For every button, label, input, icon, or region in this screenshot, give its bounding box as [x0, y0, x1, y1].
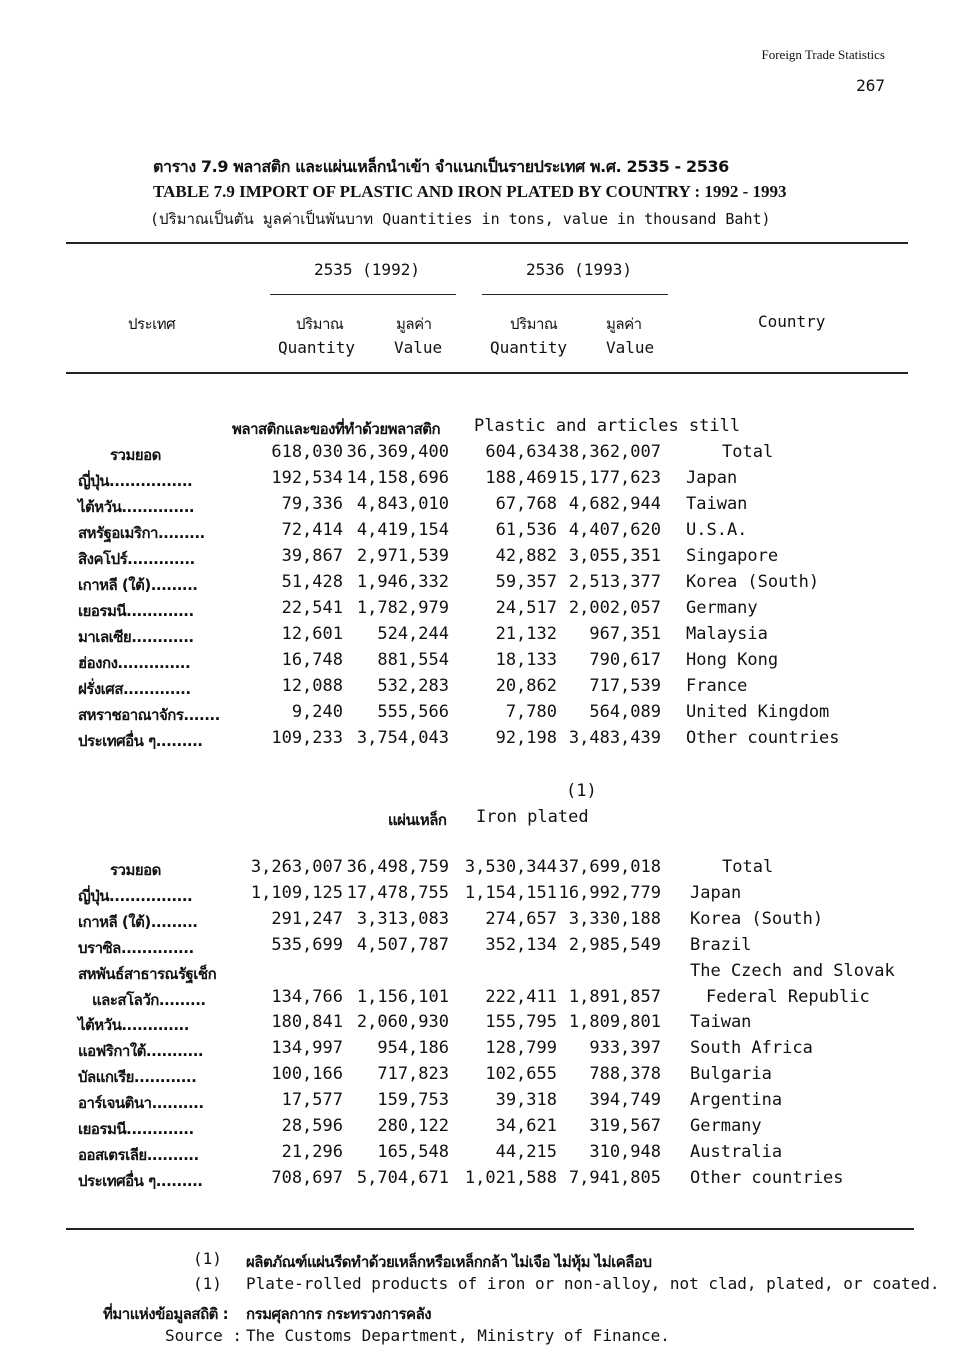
- val-en-header-1993: Value: [606, 338, 655, 357]
- quantity-1992-cell: 109,233: [271, 728, 343, 748]
- quantity-1993-cell: 39,318: [495, 1090, 557, 1111]
- quantity-1993-cell: 59,357: [495, 572, 557, 592]
- country-english-cell: Taiwan: [690, 1012, 752, 1033]
- country-thai-cell: รวมยอด: [110, 861, 161, 879]
- quantity-1992-cell: 180,841: [271, 1012, 343, 1033]
- country-english-cell: Germany: [686, 598, 758, 618]
- footnote-2-english: Plate-rolled products of iron or non-alloy, not clad, plated, or coated.: [246, 1274, 940, 1293]
- section-plastic-title-en: Plastic and articles still: [474, 416, 741, 436]
- value-1992-cell: 717,823: [377, 1064, 449, 1085]
- value-1993-cell: 4,682,944: [568, 494, 661, 514]
- quantity-1993-cell: 188,469: [485, 468, 557, 488]
- table-row: [0, 520, 966, 544]
- value-1992-cell: 3,313,083: [356, 908, 449, 929]
- value-1992-cell: 17,478,755: [346, 882, 449, 903]
- country-english-cell: Other countries: [690, 1167, 844, 1188]
- value-1993-cell: 3,055,351: [568, 546, 661, 566]
- quantity-1992-cell: 51,428: [281, 572, 343, 592]
- year-1992-rule: [270, 294, 456, 295]
- quantity-1992-cell: 291,247: [271, 908, 343, 929]
- quantity-1993-cell: 222,411: [485, 986, 557, 1007]
- table-row: [0, 650, 966, 674]
- country-thai-cell: เกาหลี (ใต้).........: [78, 576, 198, 594]
- quantity-1993-cell: 34,621: [495, 1116, 557, 1136]
- country-thai-cell: ประเทศอื่น ๆ.........: [78, 1171, 203, 1190]
- country-english-cell: France: [686, 676, 748, 696]
- country-thai-cell: ไต้หวัน.............: [78, 1016, 189, 1035]
- year-1993-header: 2536 (1993): [526, 260, 632, 279]
- value-1993-cell: 394,749: [589, 1090, 661, 1111]
- quantity-1992-cell: 134,997: [271, 1038, 343, 1059]
- quantity-1993-cell: 92,198: [495, 728, 557, 748]
- value-1992-cell: 4,507,787: [356, 934, 449, 955]
- country-english-cell: Federal Republic: [706, 986, 870, 1007]
- country-english-cell: Brazil: [690, 934, 752, 955]
- country-thai-cell: ประเทศอื่น ๆ.........: [78, 732, 203, 750]
- quantity-1993-cell: 20,862: [495, 676, 557, 696]
- quantity-1993-cell: 44,215: [495, 1141, 557, 1162]
- value-1992-cell: 14,158,696: [346, 468, 449, 488]
- country-english-cell: Hong Kong: [686, 650, 779, 670]
- quantity-1993-cell: 67,768: [495, 494, 557, 514]
- section-plastic-title-th: พลาสติกและของที่ทำด้วยพลาสติก: [232, 420, 441, 438]
- value-1992-cell: 555,566: [377, 702, 449, 722]
- quantity-1993-cell: 1,154,151: [464, 882, 557, 903]
- quantity-1993-cell: 18,133: [495, 650, 557, 670]
- value-1993-cell: 1,809,801: [568, 1012, 661, 1033]
- table-units-note: (ปริมาณเป็นตัน มูลค่าเป็นพันบาท Quantities in tons, value in thousand Baht): [150, 210, 771, 228]
- value-1992-cell: 2,971,539: [356, 546, 449, 566]
- source-thai: กรมศุลกากร กระทรวงการคลัง: [246, 1305, 432, 1323]
- country-thai-cell: สหราชอาณาจักร.......: [78, 706, 220, 724]
- table-bottom-rule: [66, 1228, 914, 1230]
- value-1992-cell: 4,843,010: [356, 494, 449, 514]
- country-english-cell: Japan: [690, 882, 742, 903]
- table-row: [0, 546, 966, 570]
- country-thai-cell: สิงคโปร์.............: [78, 550, 195, 568]
- quantity-1992-cell: 535,699: [271, 934, 343, 955]
- country-english-cell: Total: [722, 857, 774, 877]
- table-row: [0, 598, 966, 622]
- country-english-cell: Argentina: [690, 1090, 783, 1111]
- footnote-2-mark: (1): [193, 1274, 222, 1293]
- country-thai-cell: อาร์เจนตินา..........: [78, 1094, 204, 1113]
- table-row: [0, 935, 966, 959]
- quantity-1993-cell: 21,132: [495, 624, 557, 644]
- qty-th-header-1993: ปริมาณ: [510, 315, 558, 333]
- quantity-1992-cell: 9,240: [291, 702, 343, 722]
- table-row: [0, 1168, 966, 1192]
- value-1993-cell: 16,992,779: [558, 882, 661, 903]
- country-english-cell: Total: [722, 442, 774, 462]
- quantity-1992-cell: 79,336: [281, 494, 343, 514]
- country-en-header: Country: [758, 312, 826, 331]
- quantity-1992-cell: 12,601: [281, 624, 343, 644]
- qty-th-header-1992: ปริมาณ: [296, 315, 344, 333]
- value-1992-cell: 159,753: [377, 1090, 449, 1111]
- value-1993-cell: 3,483,439: [568, 728, 661, 748]
- value-1993-cell: 2,513,377: [568, 572, 661, 592]
- quantity-1992-cell: 708,697: [271, 1167, 343, 1188]
- table-row: [0, 728, 966, 752]
- quantity-1993-cell: 604,634: [485, 442, 557, 462]
- table-row: [0, 987, 966, 1011]
- country-english-cell: Other countries: [686, 728, 840, 748]
- value-1993-cell: 933,397: [589, 1038, 661, 1059]
- country-thai-cell: มาเลเซีย............: [78, 628, 194, 646]
- value-1993-cell: 2,002,057: [568, 598, 661, 618]
- value-1993-cell: 4,407,620: [568, 520, 661, 540]
- table-row: [0, 676, 966, 700]
- table-row: [0, 1038, 966, 1062]
- country-thai-cell: บัลแกเรีย............: [78, 1068, 197, 1087]
- value-1993-cell: 37,699,018: [558, 857, 661, 877]
- table-row: [0, 494, 966, 518]
- quantity-1993-cell: 7,780: [505, 702, 557, 722]
- value-1992-cell: 36,498,759: [346, 857, 449, 877]
- table-row: [0, 1116, 966, 1140]
- country-thai-cell: ญี่ปุ่น................: [78, 472, 193, 490]
- source-english-label: Source :: [165, 1326, 243, 1345]
- quantity-1992-cell: 618,030: [271, 442, 343, 462]
- source-thai-label: ที่มาแห่งข้อมูลสถิติ :: [103, 1305, 229, 1323]
- page-number: 267: [856, 76, 885, 95]
- value-1992-cell: 2,060,930: [356, 1012, 449, 1033]
- country-english-cell: Singapore: [686, 546, 779, 566]
- quantity-1992-cell: 21,296: [281, 1141, 343, 1162]
- country-english-cell: Bulgaria: [690, 1064, 772, 1085]
- country-thai-cell: เยอรมนี.............: [78, 1120, 194, 1138]
- section-iron-title-th: แผ่นเหล็ก: [388, 811, 447, 829]
- iron-note-ref: (1): [566, 781, 597, 801]
- quantity-1993-cell: 61,536: [495, 520, 557, 540]
- table-row: [0, 961, 966, 985]
- table-row: [0, 624, 966, 648]
- country-thai-cell: ฝรั่งเศส.............: [78, 680, 191, 698]
- table-title-thai: ตาราง 7.9 พลาสติก และแผ่นเหล็กนำเข้า จำแนกเป็นรายประเทศ พ.ศ. 2535 - 2536: [153, 157, 729, 176]
- table-title-english: TABLE 7.9 IMPORT OF PLASTIC AND IRON PLATED BY COUNTRY : 1992 - 1993: [153, 182, 787, 201]
- table-row: [0, 468, 966, 492]
- value-1992-cell: 36,369,400: [346, 442, 449, 462]
- country-thai-cell: รวมยอด: [110, 446, 161, 464]
- quantity-1993-cell: 128,799: [485, 1038, 557, 1059]
- country-thai-cell: ฮ่องกง..............: [78, 654, 191, 672]
- table-row: [0, 883, 966, 907]
- country-english-cell: Korea (South): [686, 572, 820, 592]
- table-row: [0, 1012, 966, 1036]
- country-english-cell: Taiwan: [686, 494, 748, 514]
- table-row: [0, 857, 966, 881]
- quantity-1992-cell: 39,867: [281, 546, 343, 566]
- country-english-cell: Malaysia: [686, 624, 768, 644]
- quantity-1992-cell: 28,596: [281, 1116, 343, 1136]
- quantity-1993-cell: 24,517: [495, 598, 557, 618]
- value-1993-cell: 564,089: [589, 702, 661, 722]
- value-1992-cell: 1,946,332: [356, 572, 449, 592]
- country-th-header: ประเทศ: [128, 315, 176, 333]
- table-row: [0, 702, 966, 726]
- value-1993-cell: 38,362,007: [558, 442, 661, 462]
- quantity-1993-cell: 102,655: [485, 1064, 557, 1085]
- val-en-header-1992: Value: [394, 338, 443, 357]
- qty-en-header-1993: Quantity: [490, 338, 568, 357]
- quantity-1992-cell: 72,414: [281, 520, 343, 540]
- country-thai-cell: เกาหลี (ใต้).........: [78, 912, 198, 931]
- quantity-1993-cell: 42,882: [495, 546, 557, 566]
- country-english-cell: Australia: [690, 1141, 783, 1162]
- table-row: [0, 909, 966, 933]
- year-1992-header: 2535 (1992): [314, 260, 420, 279]
- value-1993-cell: 1,891,857: [568, 986, 661, 1007]
- quantity-1992-cell: 192,534: [271, 468, 343, 488]
- value-1992-cell: 532,283: [377, 676, 449, 696]
- table-top-rule: [66, 242, 908, 244]
- quantity-1993-cell: 1,021,588: [464, 1167, 557, 1188]
- country-english-cell: United Kingdom: [686, 702, 830, 722]
- quantity-1992-cell: 17,577: [281, 1090, 343, 1111]
- section-iron-title-en: Iron plated: [476, 807, 589, 827]
- quantity-1992-cell: 22,541: [281, 598, 343, 618]
- value-1993-cell: 2,985,549: [568, 934, 661, 955]
- quantity-1992-cell: 134,766: [271, 986, 343, 1007]
- quantity-1992-cell: 3,263,007: [250, 857, 343, 877]
- val-th-header-1992: มูลค่า: [396, 315, 432, 333]
- value-1993-cell: 967,351: [589, 624, 661, 644]
- quantity-1993-cell: 155,795: [485, 1012, 557, 1033]
- running-header: Foreign Trade Statistics: [761, 47, 885, 62]
- value-1993-cell: 7,941,805: [568, 1167, 661, 1188]
- value-1992-cell: 881,554: [377, 650, 449, 670]
- country-thai-cell: บราซิล..............: [78, 938, 194, 957]
- value-1993-cell: 319,567: [589, 1116, 661, 1136]
- table-row: [0, 442, 966, 466]
- qty-en-header-1992: Quantity: [278, 338, 356, 357]
- country-thai-cell: สหรัฐอเมริกา.........: [78, 524, 205, 542]
- value-1993-cell: 717,539: [589, 676, 661, 696]
- value-1992-cell: 5,704,671: [356, 1167, 449, 1188]
- quantity-1992-cell: 12,088: [281, 676, 343, 696]
- table-row: [0, 1090, 966, 1114]
- header-bottom-rule: [66, 372, 908, 374]
- country-english-cell: Korea (South): [690, 908, 824, 929]
- value-1992-cell: 3,754,043: [356, 728, 449, 748]
- quantity-1993-cell: 274,657: [485, 908, 557, 929]
- country-thai-cell: เยอรมนี.............: [78, 602, 194, 620]
- country-english-cell: South Africa: [690, 1038, 813, 1059]
- country-thai-cell: ญี่ปุ่น................: [78, 886, 193, 905]
- quantity-1993-cell: 352,134: [485, 934, 557, 955]
- value-1992-cell: 524,244: [377, 624, 449, 644]
- country-english-cell: Germany: [690, 1116, 762, 1136]
- country-thai-cell: แอฟริกาใต้...........: [78, 1042, 204, 1061]
- footnote-1-mark: (1): [193, 1249, 222, 1268]
- country-thai-cell: สหพันธ์สาธารณรัฐเช็ก: [78, 964, 217, 983]
- country-english-cell: Japan: [686, 468, 738, 488]
- value-1992-cell: 1,782,979: [356, 598, 449, 618]
- val-th-header-1993: มูลค่า: [606, 315, 642, 333]
- country-thai-cell: และสโลวัก.........: [92, 990, 206, 1009]
- quantity-1992-cell: 100,166: [271, 1064, 343, 1085]
- country-thai-cell: ออสเตรเลีย..........: [78, 1145, 199, 1164]
- table-row: [0, 1142, 966, 1166]
- value-1993-cell: 310,948: [589, 1141, 661, 1162]
- country-thai-cell: ไต้หวัน..............: [78, 498, 195, 516]
- quantity-1993-cell: 3,530,344: [464, 857, 557, 877]
- table-row: [0, 1064, 966, 1088]
- country-english-cell: The Czech and Slovak: [690, 960, 895, 981]
- value-1993-cell: 3,330,188: [568, 908, 661, 929]
- value-1992-cell: 1,156,101: [356, 986, 449, 1007]
- footnote-1-thai: ผลิตภัณฑ์แผ่นรีดทำด้วยเหล็กหรือเหล็กกล้า ไม่เจือ ไม่หุ้ม ไม่เคลือบ: [246, 1253, 652, 1271]
- year-1993-rule: [482, 294, 668, 295]
- country-english-cell: U.S.A.: [686, 520, 748, 540]
- value-1992-cell: 280,122: [377, 1116, 449, 1136]
- value-1993-cell: 15,177,623: [558, 468, 661, 488]
- value-1992-cell: 165,548: [377, 1141, 449, 1162]
- value-1992-cell: 954,186: [377, 1038, 449, 1059]
- table-row: [0, 572, 966, 596]
- quantity-1992-cell: 16,748: [281, 650, 343, 670]
- source-english: The Customs Department, Ministry of Finance.: [246, 1326, 670, 1345]
- quantity-1992-cell: 1,109,125: [250, 882, 343, 903]
- value-1993-cell: 790,617: [589, 650, 661, 670]
- value-1993-cell: 788,378: [589, 1064, 661, 1085]
- value-1992-cell: 4,419,154: [356, 520, 449, 540]
